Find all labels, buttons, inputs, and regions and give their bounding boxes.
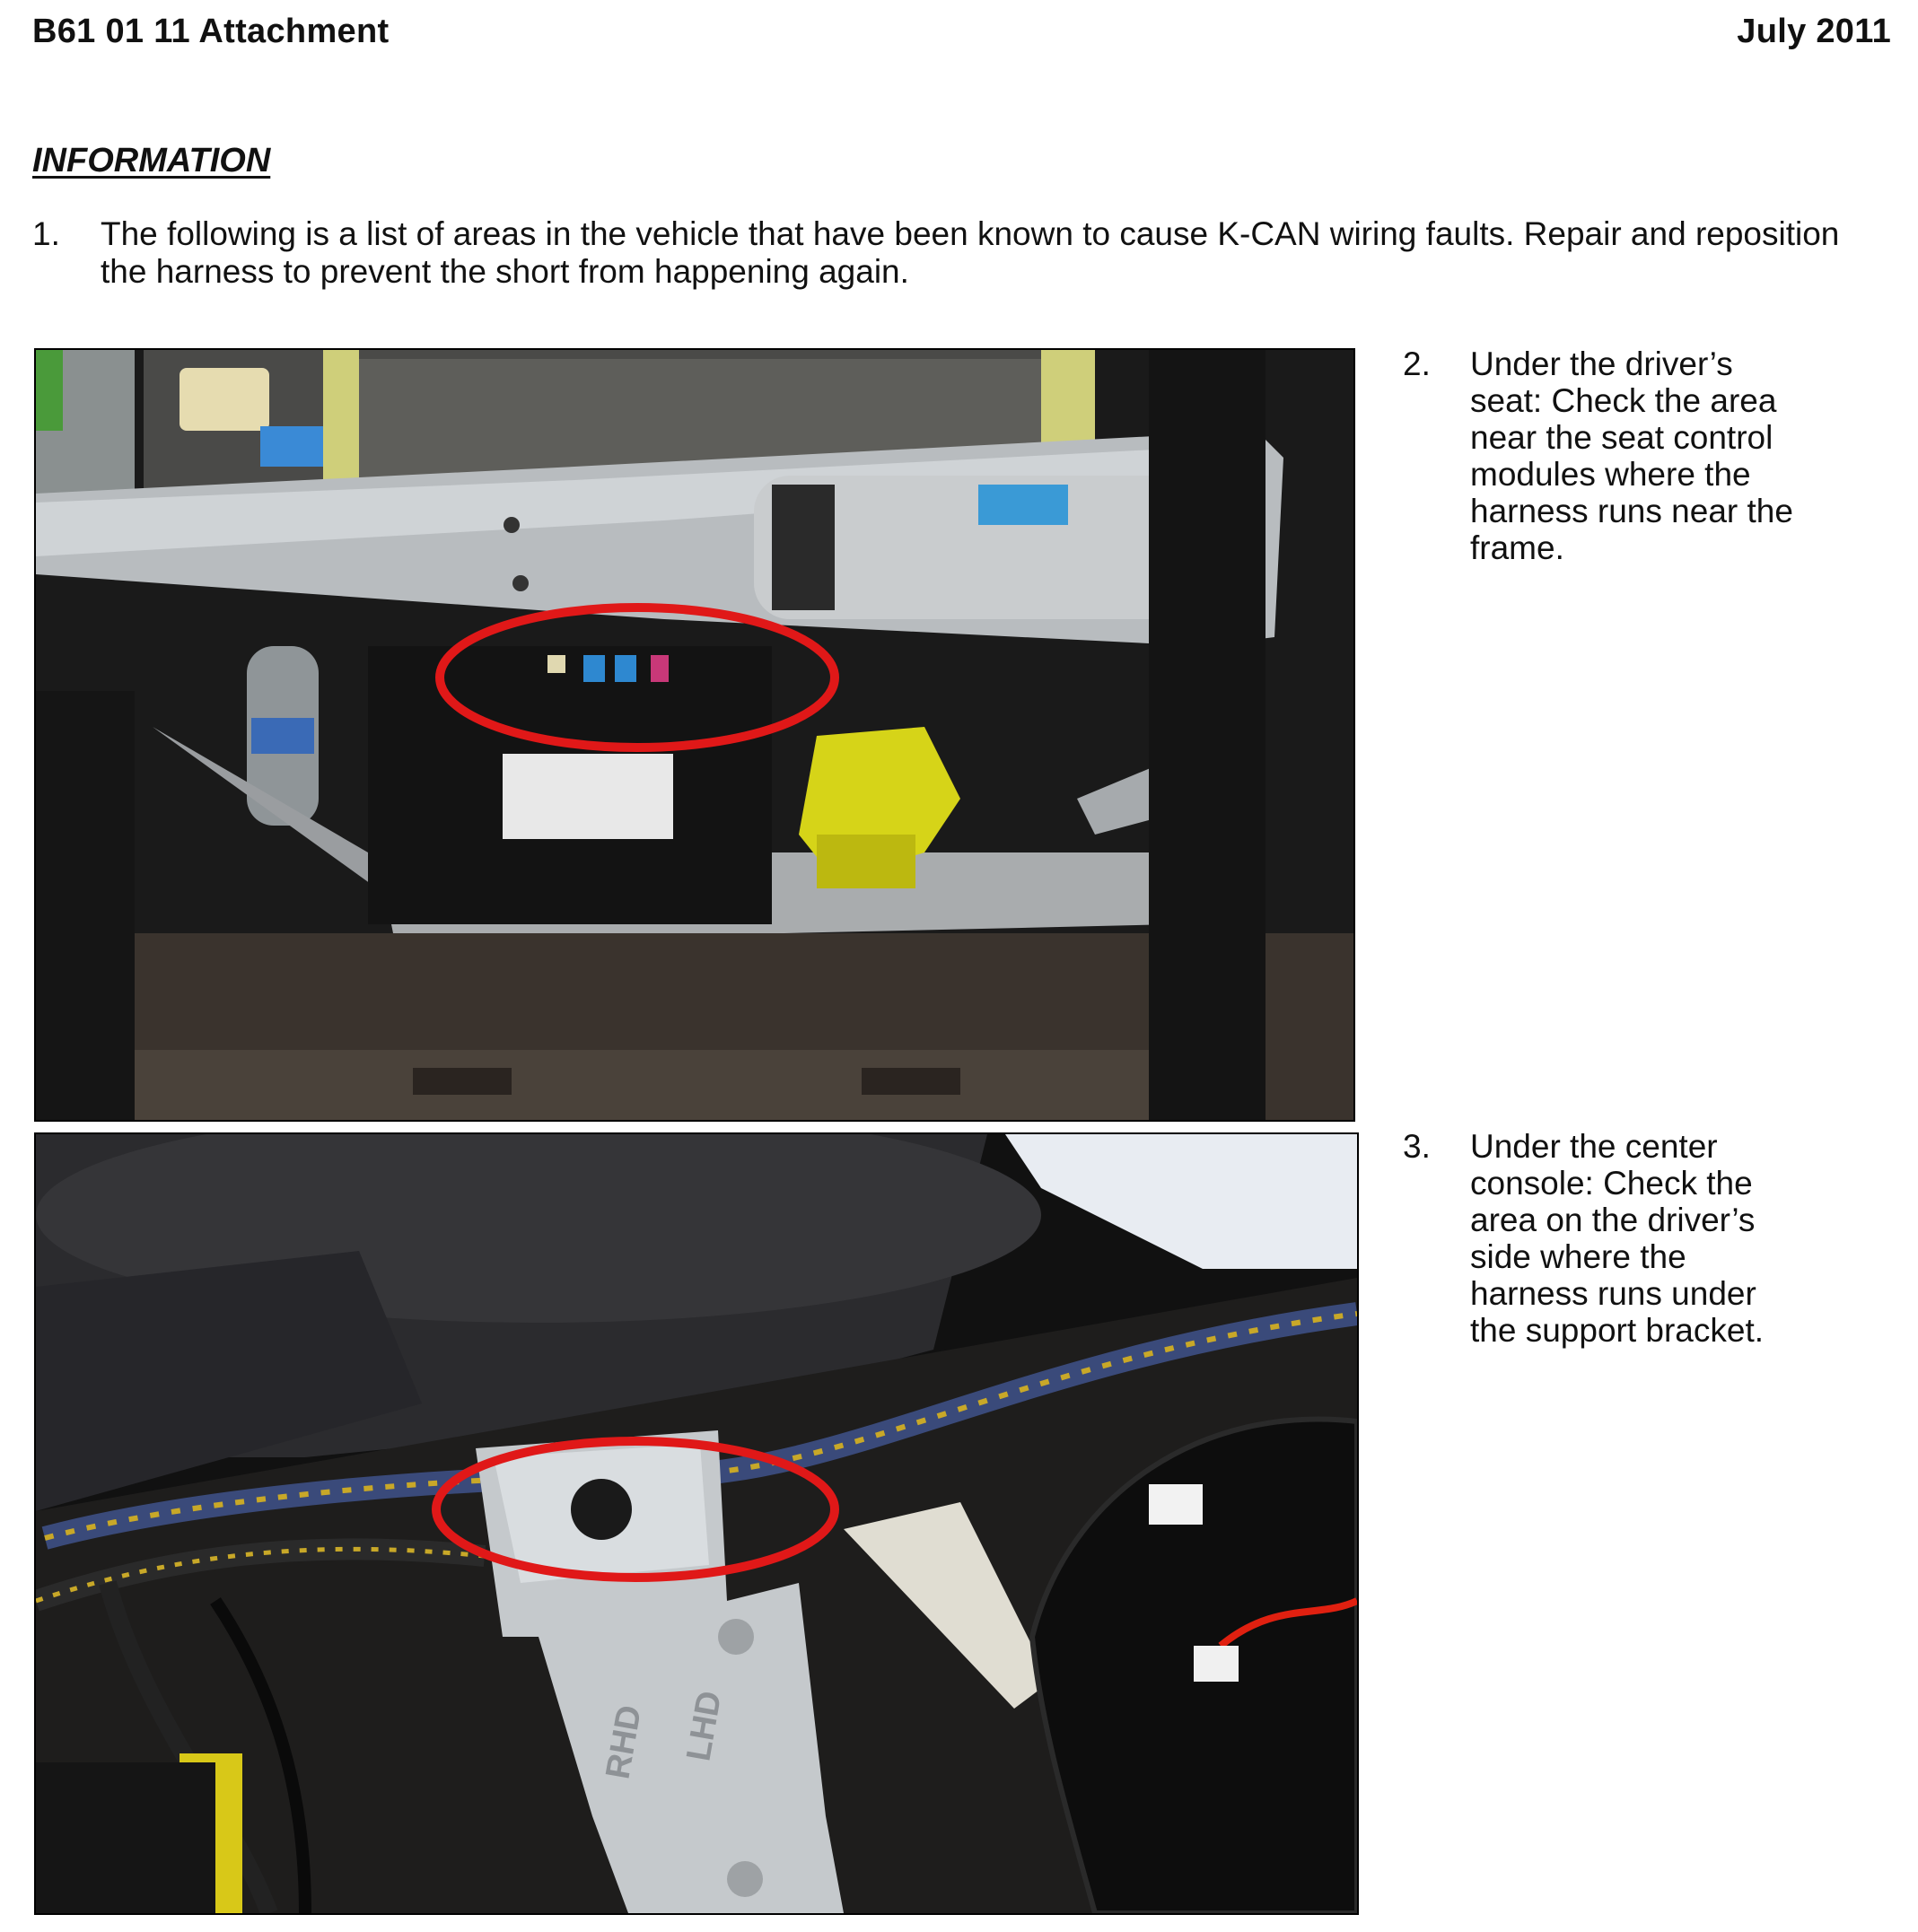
document-id: B61 01 11 Attachment: [32, 13, 390, 50]
seat-module-photo: [34, 348, 1355, 1122]
console-bracket-photo: [34, 1132, 1359, 1915]
bracket-label-rhd: RHD: [599, 1702, 650, 1782]
document-date: July 2011: [1737, 13, 1891, 50]
item-text: Under the driver’s seat: Check the area near the seat control modules where the harness runs near the frame.: [1470, 345, 1793, 566]
item-number: 1.: [32, 215, 60, 252]
section-title: INFORMATION: [32, 142, 271, 179]
item-text: Under the center console: Check the area on the driver’s side where the harness runs under the support bracket.: [1470, 1128, 1765, 1349]
item-number: 3.: [1403, 1128, 1431, 1165]
item-number: 2.: [1403, 345, 1431, 382]
item-text: The following is a list of areas in the vehicle that have been known to cause K-CAN wiring faults. Repair and reposition the harness to prevent the short from happening again.: [101, 215, 1840, 290]
bracket-label-lhd: LHD: [679, 1688, 730, 1764]
